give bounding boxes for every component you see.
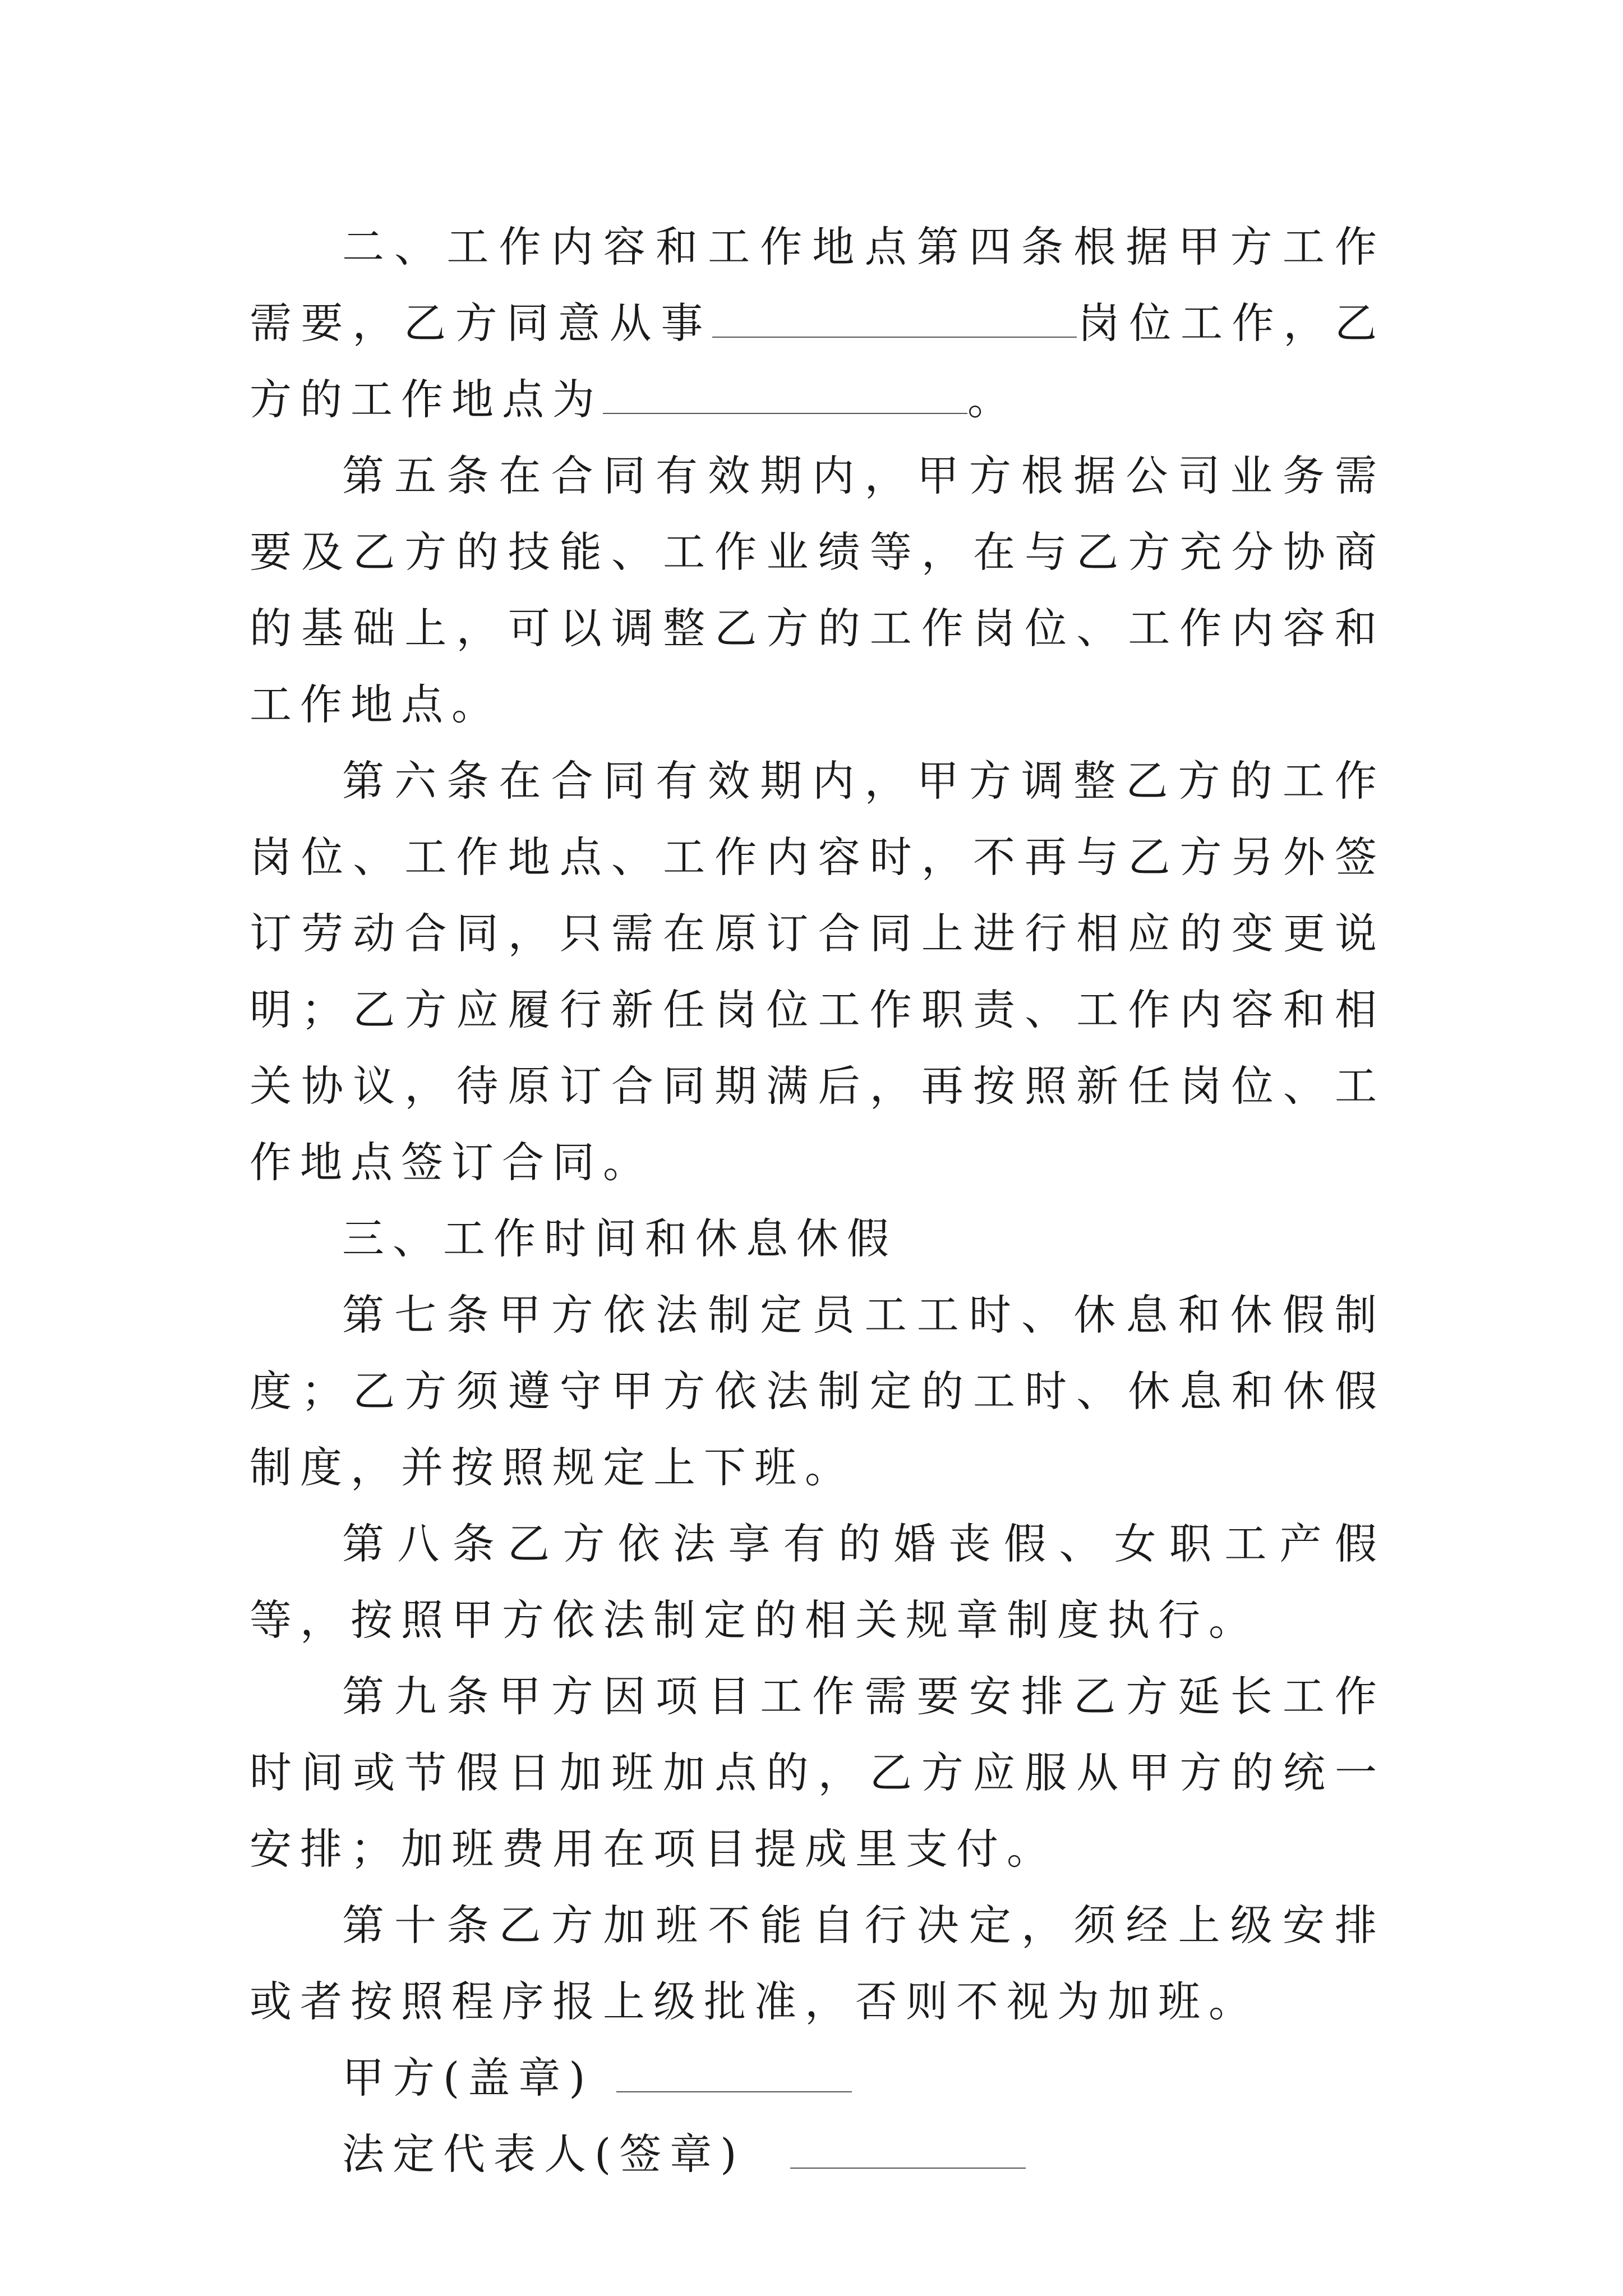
article-9: 第九条甲方因项目工作需要安排乙方延长工作时间或节假日加班加点的，乙方应服从甲方的统一安排；加班费用在项目提成里支付。 <box>250 1672 1385 1874</box>
article-7: 第七条甲方依法制定员工工时、休息和休假制度；乙方须遵守甲方依法制定的工时、休息和休假制度，并按照规定上下班。 <box>250 1290 1385 1492</box>
article-8: 第八条乙方依法享有的婚丧假、女职工产假等，按照甲方依法制定的相关规章制度执行。 <box>250 1519 1385 1645</box>
article-10: 第十条乙方加班不能自行决定，须经上级安排或者按照程序报上级批准，否则不视为加班。 <box>250 1901 1385 2026</box>
section-2-text-2: 岗位工作，乙方的工作地点为 <box>250 298 1385 424</box>
legal-rep-signature-blank <box>790 2134 1026 2169</box>
legal-rep-signature-line <box>250 2116 1385 2192</box>
article-6: 第六条在合同有效期内，甲方调整乙方的工作岗位、工作地点、工作内容时，不再与乙方另外签订劳动合同，只需在原订合同上进行相应的变更说明；乙方应履行新任岗位工作职责、工作内容和相关协议，待原订合同期满后，再按照新任岗位、工作地点签订合同。 <box>250 756 1385 1187</box>
party-a-label: 甲方(盖章) <box>342 2053 594 2102</box>
document-body <box>250 209 1385 2192</box>
party-a-seal-blank <box>616 2058 852 2092</box>
section-2-text-1: 二、工作内容和工作地点第四条根据甲方工作需要，乙方同意从事 <box>250 222 1385 348</box>
work-location-blank <box>603 379 967 414</box>
article-5: 第五条在合同有效期内，甲方根据公司业务需要及乙方的技能、工作业绩等，在与乙方充分协商的基础上，可以调整乙方的工作岗位、工作内容和工作地点。 <box>250 451 1385 729</box>
section-3-heading: 三、工作时间和休息休假 <box>342 1214 898 1263</box>
section-2-paragraph <box>250 209 1385 438</box>
legal-rep-label: 法定代表人(签章) <box>342 2129 745 2179</box>
position-blank <box>712 303 1077 338</box>
section-2-text-end: 。 <box>967 375 1018 424</box>
party-a-signature-line <box>250 2040 1385 2116</box>
